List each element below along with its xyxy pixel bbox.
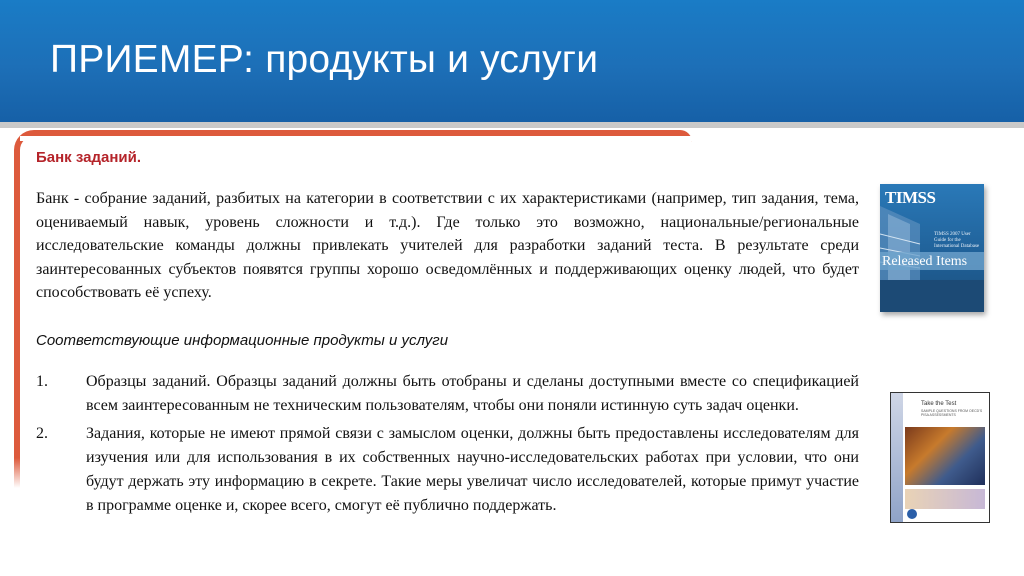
- intro-paragraph: Банк - собрание заданий, разбитых на категории в соответствии с их характеристиками (например, тип задания, тема, оцениваемый навык, уровень сложности и т.д.). Где только это возможно, национальные/региональные исследовательские команды должны привлекать учителей для разработки заданий теста. В результате среди заинтересованных субъектов появятся группы хорошо осведомлённых и поддерживающих оценку людей, что будет способствовать её успеху.: [36, 190, 859, 302]
- book2-spine: [891, 393, 903, 522]
- book1-footer: [880, 280, 984, 312]
- book2-photo-lower: [905, 489, 985, 509]
- book2-photo-collage: [905, 427, 985, 485]
- section-title: Банк заданий.: [36, 149, 141, 166]
- released-items-label: Released Items: [882, 254, 968, 269]
- list-item-text: Образцы заданий. Образцы заданий должны быть отобраны и сделаны доступными вместе со спецификацией всем заинтересованным не техническим пользователям, чтобы они поняли истинную суть задач оценки.: [86, 373, 859, 414]
- header-divider: [0, 122, 1024, 128]
- timss-book-cover-image: [880, 184, 984, 312]
- list-item: [36, 370, 859, 418]
- pisa-book-cover-image: [890, 392, 990, 523]
- products-list: [36, 370, 859, 522]
- subheading: Соответствующие информационные продукты и услуги: [36, 332, 449, 349]
- slide-title: ПРИЕМЕР: продукты и услуги: [50, 38, 599, 81]
- timss-logo: TIMSS: [885, 188, 936, 207]
- list-item-number: 2.: [36, 425, 48, 442]
- list-item-number: 1.: [36, 373, 48, 390]
- book2-title: Take the Test: [921, 401, 957, 407]
- list-item: [36, 422, 859, 518]
- slide-header: [0, 0, 1024, 122]
- oecd-logo-icon: [907, 509, 917, 519]
- book1-subtitle: TIMSS 2007 User Guide for the International Database: [934, 232, 980, 249]
- book2-subtitle: SAMPLE QUESTIONS FROM OECD'S PISA ASSESSMENTS: [921, 409, 983, 417]
- list-item-text: Задания, которые не имеют прямой связи с замыслом оценки, должны быть предоставлены исследователям для изучения или для использования в их собственных научно-исследовательских работах при условии, что они будут держать эту информацию в секрете. Такие меры увеличат число исследователей, которые примут участие в программе оценке и, скорее всего, смогут её публично поддержать.: [86, 425, 859, 514]
